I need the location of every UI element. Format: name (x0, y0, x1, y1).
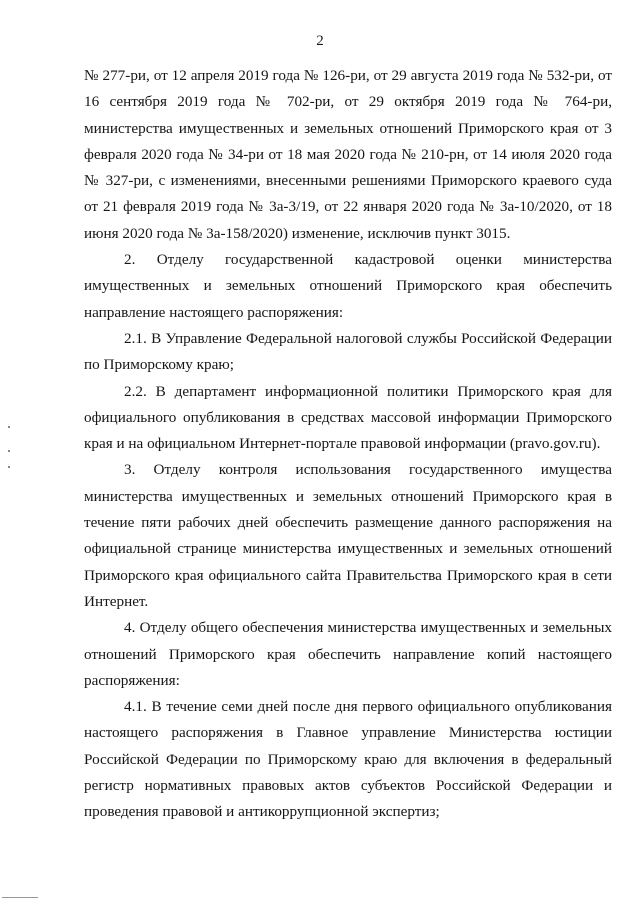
page-number: 2 (316, 33, 324, 49)
scan-margin-mark (8, 426, 10, 428)
paragraph-item-3: 3. Отделу контроля использования государственного имущества министерства имущественных и земельных отношений Приморского края в течение пяти рабочих дней обеспечить размещение данного распоряжения на официальной странице министерства имущественных и земельных отношений Приморского края официального сайта Правительства Приморского края в сети Интернет. (84, 461, 612, 610)
paragraph-item-2: 2. Отделу государственной кадастровой оценки министерства имущественных и земельных отношений Приморского края обеспечить направление настоящего распоряжения: (84, 251, 612, 321)
paragraph-item-2-2: 2.2. В департамент информационной политики Приморского края для официального опубликования в средствах массовой информации Приморского края и на официальном Интернет-портале правовой информации (pravo.gov.ru). (84, 382, 612, 453)
document-body (84, 63, 612, 826)
paragraph-continuation: № 277-ри, от 12 апреля 2019 года № 126-ри, от 29 августа 2019 года № 532-ри, от 16 сентября 2019 года № 702-ри, от 29 октября 2019 года № 764-ри, министерства имущественных и земельных отношений Приморского края от 3 февраля 2020 года № 34-ри от 18 мая 2020 года № 210-рн, от 14 июля 2020 года № 327-ри, с изменениями, внесенными решениями Приморского краевого суда от 21 февраля 2019 года № 3а-3/19, от 22 января 2020 года № 3а-10/2020, от 18 июня 2020 года № 3а-158/2020) изменение, исключив пункт 3015. (84, 67, 612, 242)
scan-margin-mark (8, 450, 10, 452)
scan-footer-line (2, 897, 38, 898)
paragraph-item-4-1: 4.1. В течение семи дней после дня первого официального опубликования настоящего распоряжения в Главное управление Министерства юстиции Российской Федерации по Приморскому краю для включения в федеральный регистр нормативных правовых актов субъектов Российской Федерации и проведения правовой и антикоррупционной экспертиз; (84, 698, 612, 821)
scan-margin-mark (8, 466, 10, 468)
paragraph-item-2-1: 2.1. В Управление Федеральной налоговой службы Российской Федерации по Приморскому краю; (84, 329, 612, 374)
paragraph-item-4: 4. Отделу общего обеспечения министерства имущественных и земельных отношений Приморского края обеспечить направление копий настоящего распоряжения: (84, 619, 612, 689)
